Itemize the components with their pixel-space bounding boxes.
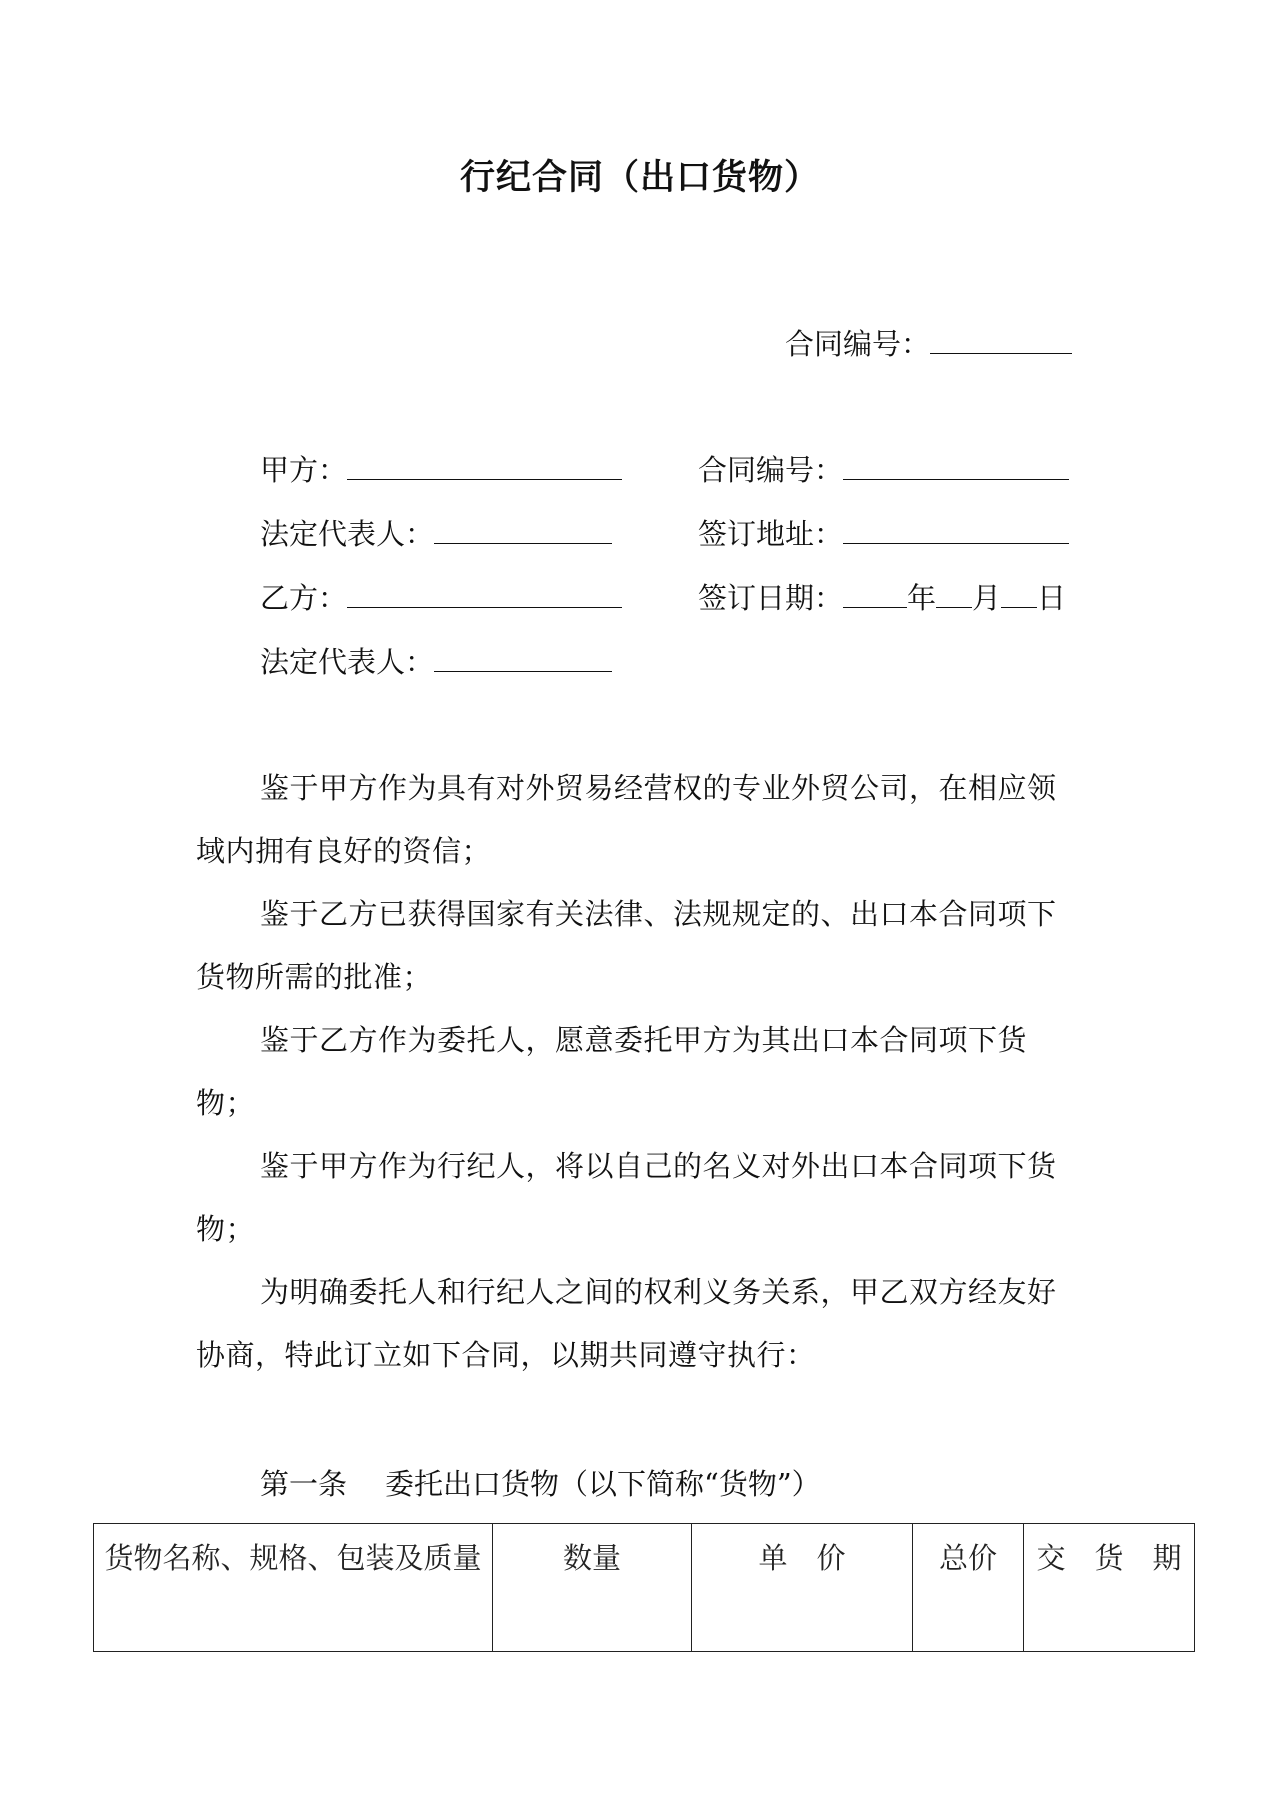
sign-place-label: 签订地址： bbox=[698, 517, 844, 551]
party-a-field bbox=[260, 448, 622, 489]
sign-place-field bbox=[698, 512, 1069, 553]
total-price-header: 总价 bbox=[913, 1524, 1024, 1652]
party-b-field bbox=[260, 576, 622, 617]
goods-name-header: 货物名称、规格、包装及质量 bbox=[94, 1524, 493, 1652]
article-1-heading bbox=[260, 1462, 821, 1503]
sign-date-year-blank[interactable] bbox=[843, 585, 907, 608]
sign-date-day-blank[interactable] bbox=[1001, 585, 1037, 608]
contract-number-top-label: 合同编号： bbox=[785, 327, 931, 361]
party-a-blank[interactable] bbox=[347, 457, 622, 480]
party-a-rep-label: 法定代表人： bbox=[260, 517, 435, 551]
contract-number-field bbox=[698, 448, 1069, 489]
article-1-title: 委托出口货物（以下简称“货物”） bbox=[385, 1467, 821, 1501]
party-b-blank[interactable] bbox=[347, 585, 622, 608]
party-b-rep-blank[interactable] bbox=[434, 649, 612, 672]
party-b-rep-field bbox=[260, 640, 612, 681]
sign-date-label: 签订日期： bbox=[698, 581, 844, 615]
preamble-paragraph-2: 鉴于乙方已获得国家有关法律、法规规定的、出口本合同项下货物所需的批准； bbox=[196, 897, 1057, 994]
sign-date-day-unit: 日 bbox=[1037, 581, 1067, 615]
sign-date-field bbox=[698, 576, 1066, 617]
sign-place-blank[interactable] bbox=[843, 521, 1069, 544]
unit-price-header: 单 价 bbox=[692, 1524, 913, 1652]
contract-number-label: 合同编号： bbox=[698, 453, 844, 487]
document-title: 行纪合同（出口货物） bbox=[459, 158, 820, 198]
quantity-header: 数量 bbox=[493, 1524, 692, 1652]
party-a-label: 甲方： bbox=[260, 453, 348, 487]
goods-table bbox=[93, 1523, 1195, 1652]
sign-date-month-unit: 月 bbox=[972, 581, 1002, 615]
contract-number-top bbox=[785, 322, 1072, 363]
contract-number-blank[interactable] bbox=[843, 457, 1069, 480]
preamble-paragraph-4: 鉴于甲方作为行纪人，将以自己的名义对外出口本合同项下货物； bbox=[196, 1149, 1057, 1246]
sign-date-year-unit: 年 bbox=[907, 581, 937, 615]
goods-table-header-row bbox=[94, 1524, 1195, 1652]
party-a-rep-field bbox=[260, 512, 612, 553]
party-a-rep-blank[interactable] bbox=[434, 521, 612, 544]
preamble-paragraph-3: 鉴于乙方作为委托人，愿意委托甲方为其出口本合同项下货物； bbox=[196, 1023, 1028, 1120]
preamble-paragraph-5: 为明确委托人和行纪人之间的权利义务关系，甲乙双方经友好协商，特此订立如下合同，以期共同遵守执行： bbox=[196, 1275, 1057, 1372]
contract-number-top-blank[interactable] bbox=[930, 331, 1072, 354]
article-1-number: 第一条 bbox=[260, 1467, 348, 1501]
party-b-rep-label: 法定代表人： bbox=[260, 645, 435, 679]
delivery-date-header: 交 货 期 bbox=[1024, 1524, 1195, 1652]
sign-date-month-blank[interactable] bbox=[936, 585, 972, 608]
preamble-paragraph-1: 鉴于甲方作为具有对外贸易经营权的专业外贸公司，在相应领域内拥有良好的资信； bbox=[196, 771, 1057, 868]
party-b-label: 乙方： bbox=[260, 581, 348, 615]
